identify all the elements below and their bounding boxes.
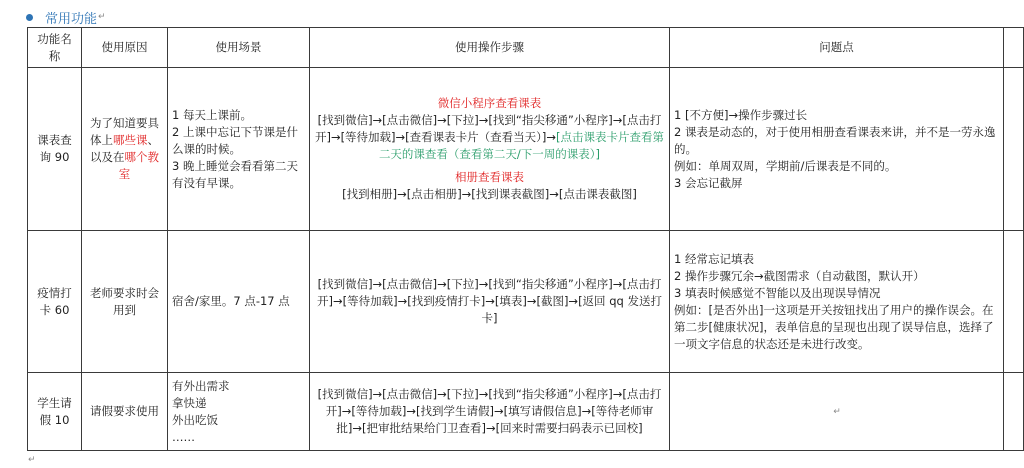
issues-cell bbox=[670, 231, 1004, 373]
extra-cell bbox=[1004, 68, 1024, 231]
table-row bbox=[28, 231, 1024, 373]
scenario-line: 拿快递 bbox=[172, 395, 207, 410]
section-title: 常用功能 bbox=[45, 11, 98, 27]
section-heading bbox=[26, 7, 106, 27]
feature-name-cell: 学生请假 10 bbox=[28, 373, 82, 451]
steps-highlight: [点击课表卡片查看第二天的课查看（查看第二天/下一周的课表）] bbox=[378, 130, 665, 161]
scenario-line: 3 晚上睡觉会看看第二天有没有早课。 bbox=[172, 158, 298, 190]
steps-subtitle: 相册查看课表 bbox=[455, 170, 524, 184]
reason-cell: 老师要求时会用到 bbox=[82, 231, 168, 373]
steps-cell: [找到微信]→[点击微信]→[下拉]→[找到“指尖移通”小程序]→[点击打开]→[等待加载]→[找到学生请假]→[填写请假信息]→[等待老师审批]→[把审批结果给门卫查看]→[回来时需要扫码表示已回校] bbox=[310, 373, 670, 451]
scenario-line: 2 上课中忘记下节课是什么课的时候。 bbox=[172, 124, 298, 156]
header-feature-name: 功能名称 bbox=[28, 28, 82, 68]
paragraph-mark-icon: ↵ bbox=[28, 455, 36, 465]
issue-line: 2 操作步骤冗余→截图需求（自动截图，默认开） bbox=[674, 268, 925, 283]
scenario-cell: 宿舍/家里。7 点-17 点 bbox=[168, 231, 310, 373]
steps-text: [找到微信]→[点击微信]→[下拉]→[找到“指尖移通”小程序]→[点击打开]→[等待加载]→[查看课表卡片（查看当天）]→ bbox=[314, 113, 662, 144]
table-header-row bbox=[28, 28, 1024, 68]
issues-cell bbox=[670, 68, 1004, 231]
header-issues: 问题点 bbox=[670, 28, 1004, 68]
scenario-cell bbox=[168, 68, 310, 231]
reason-highlight: 哪些课 bbox=[113, 133, 148, 147]
reason-text: 为了知道要具体上 bbox=[90, 116, 159, 147]
paragraph-mark-icon: ↵ bbox=[833, 407, 841, 417]
feature-name-cell: 课表查询 90 bbox=[28, 68, 82, 231]
issue-line: 例如：单周双周，学期前/后课表是不同的。 bbox=[674, 158, 897, 173]
steps-subtitle: 微信小程序查看课表 bbox=[437, 96, 542, 110]
header-scenario: 使用场景 bbox=[168, 28, 310, 68]
header-extra bbox=[1004, 28, 1024, 68]
scenario-line: 外出吃饭 bbox=[172, 412, 218, 427]
features-table bbox=[27, 27, 1024, 451]
reason-text: 、以及在 bbox=[90, 133, 159, 164]
header-steps: 使用操作步骤 bbox=[310, 28, 670, 68]
issue-line: 2 课表是动态的，对于使用相册查看课表来讲，并不是一劳永逸的。 bbox=[674, 124, 996, 156]
scenario-cell bbox=[168, 373, 310, 451]
table-row bbox=[28, 68, 1024, 231]
scenario-line: 有外出需求 bbox=[172, 378, 230, 393]
issue-line: 3 会忘记截屏 bbox=[674, 175, 743, 190]
scenario-line: 1 每天上课前。 bbox=[172, 107, 252, 122]
reason-highlight: 哪个教室 bbox=[118, 150, 159, 181]
bullet-icon bbox=[26, 14, 33, 21]
issue-line: 1 经常忘记填表 bbox=[674, 251, 754, 266]
extra-cell bbox=[1004, 231, 1024, 373]
extra-cell bbox=[1004, 373, 1024, 451]
steps-text: [找到相册]→[点击相册]→[找到课表截图]→[点击课表截图] bbox=[342, 187, 637, 201]
reason-cell bbox=[82, 68, 168, 231]
feature-name-cell: 疫情打卡 60 bbox=[28, 231, 82, 373]
table-row bbox=[28, 373, 1024, 451]
issue-line: 1 [不方便]→操作步骤过长 bbox=[674, 107, 808, 122]
steps-cell bbox=[310, 68, 670, 231]
issue-line: 例如：[是否外出]一这项是开关按钮找出了用户的操作误会。在第二步[健康状况]，表单信息的呈现也出现了误导信息，选择了一项文字信息的状态还是未进行改变。 bbox=[674, 302, 994, 351]
paragraph-mark-icon: ↵ bbox=[98, 12, 106, 22]
header-reason: 使用原因 bbox=[82, 28, 168, 68]
reason-cell: 请假要求使用 bbox=[82, 373, 168, 451]
issue-line: 3 填表时候感觉不智能以及出现误导情况 bbox=[674, 285, 881, 300]
steps-cell: [找到微信]→[点击微信]→[下拉]→[找到“指尖移通”小程序]→[点击打开]→[等待加载]→[找到疫情打卡]→[填表]→[截图]→[返回 qq 发送打卡] bbox=[310, 231, 670, 373]
scenario-line: …… bbox=[172, 429, 195, 444]
issues-cell bbox=[670, 373, 1004, 451]
